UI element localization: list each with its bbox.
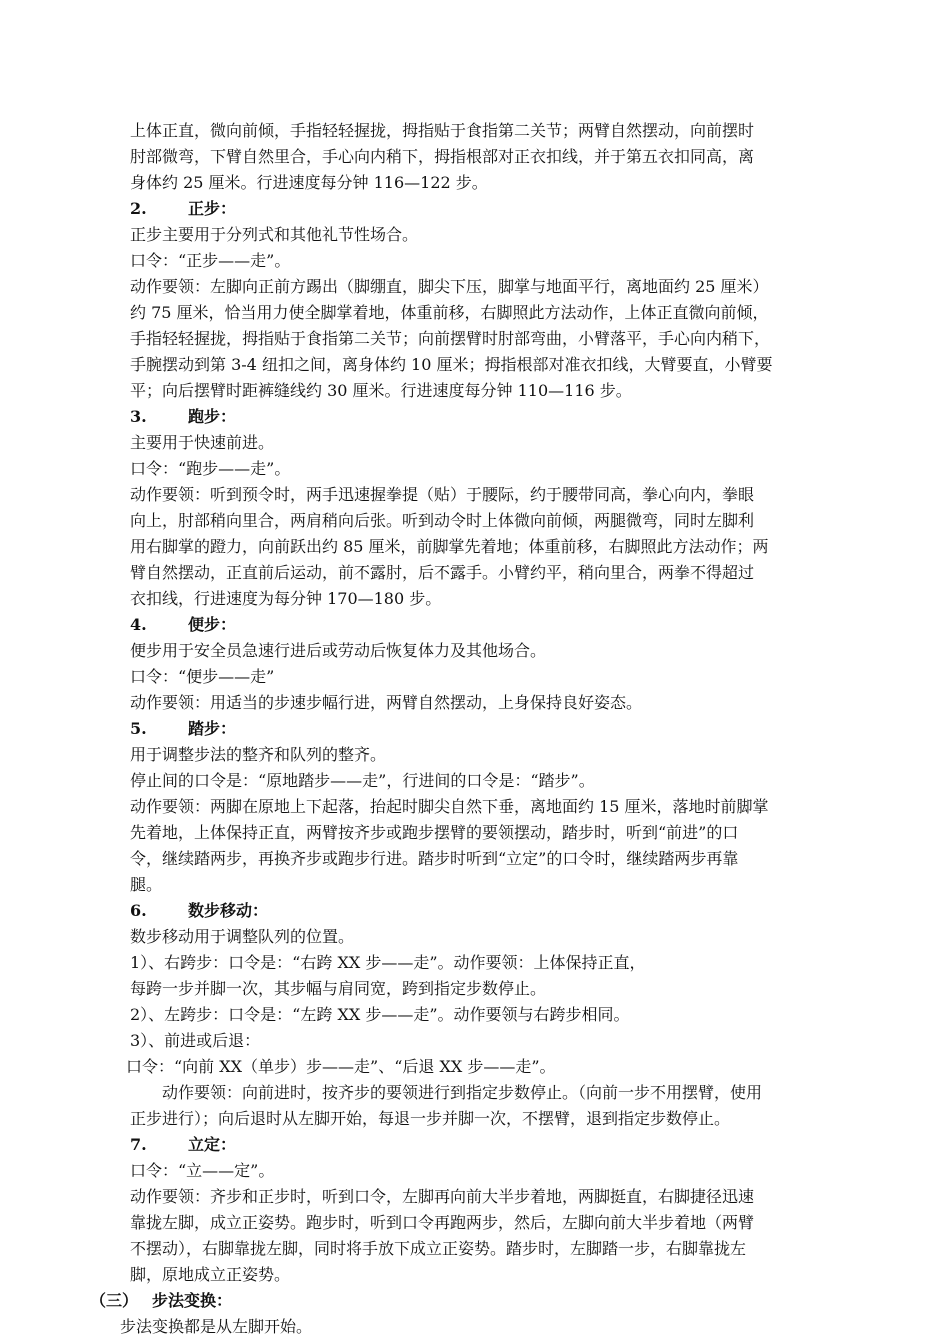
paragraph-line: 2）、左跨步：口令是：“左跨 XX 步——走”。动作要领与右跨步相同。 [130,1005,630,1024]
paragraph-line: 口令：“便步——走” [130,667,275,686]
paragraph-line: 步法变换都是从左脚开始。 [120,1317,313,1336]
section-heading-bufa-bianhuan [90,1288,232,1314]
section-number: （三） [90,1291,139,1310]
paragraph-line: 口令：“立——定”。 [130,1161,275,1180]
heading-number: 3. [130,407,147,426]
paragraph-line: 用右脚掌的蹬力，向前跃出约 85 厘米，前脚掌先着地；体重前移，右脚照此方法动作；两 [130,537,769,556]
paragraph-line: 口令：“跑步——走”。 [130,459,291,478]
heading-title: 跑步： [188,407,237,426]
paragraph-line: 令，继续踏两步，再换齐步或跑步行进。踏步时听到“立定”的口令时，继续踏两步再靠 [130,849,739,868]
paragraph-line: 手指轻轻握拢，拇指贴于食指第二关节；向前摆臂时肘部弯曲，小臂落平，手心向内稍下， [130,329,771,348]
paragraph-line: 手腕摆动到第 3-4 纽扣之间，离身体约 10 厘米；拇指根部对准衣扣线，大臂要直，小臂要 [130,355,773,374]
heading-zhengbu [130,196,236,222]
paragraph-line: 靠拢左脚，成立正姿势。跑步时，听到口令再跑两步，然后，左脚向前大半步着地（两臂 [130,1213,755,1232]
heading-title: 数步移动： [188,901,269,920]
heading-paobu [130,404,236,430]
paragraph-line: 正步进行）；向后退时从左脚开始，每退一步并脚一次，不摆臂，退到指定步数停止。 [130,1109,731,1128]
paragraph-line: 肘部微弯，下臂自然里合，手心向内稍下，拇指根部对正衣扣线，并于第五衣扣同高，离 [130,147,755,166]
heading-number: 4. [130,615,147,634]
paragraph-line: 动作要领：用适当的步速步幅行进，两臂自然摆动，上身保持良好姿态。 [130,693,643,712]
heading-number: 6. [130,901,147,920]
heading-title: 正步： [188,199,237,218]
paragraph-line: 不摆动），右脚靠拢左脚，同时将手放下成立正姿势。踏步时，左脚踏一步，右脚靠拢左 [130,1239,747,1258]
paragraph-line: 用于调整步法的整齐和队列的整齐。 [130,745,387,764]
paragraph-line: 每跨一步并脚一次，其步幅与肩同宽，跨到指定步数停止。 [130,979,547,998]
paragraph-line: 向上，肘部稍向里合，两肩稍向后张。听到动令时上体微向前倾，两腿微弯，同时左脚利 [130,511,755,530]
section-title: 步法变换： [152,1291,233,1310]
paragraph-line: 约 75 厘米，恰当用力使全脚掌着地，体重前移，右脚照此方法动作，上体正直微向前倾， [130,303,769,322]
paragraph-line: 动作要领：两脚在原地上下起落，抬起时脚尖自然下垂，离地面约 15 厘米，落地时前脚掌 [130,797,769,816]
heading-number: 7. [130,1135,147,1154]
paragraph-line: 上体正直，微向前倾，手指轻轻握拢，拇指贴于食指第二关节；两臂自然摆动，向前摆时 [130,121,755,140]
heading-number: 2. [130,199,147,218]
heading-title: 立定： [188,1135,237,1154]
paragraph-line: 臂自然摆动，正直前后运动，前不露肘，后不露手。小臂约平，稍向里合，两拳不得超过 [130,563,755,582]
heading-liding [130,1132,236,1158]
paragraph-line: 动作要领：向前进时，按齐步的要领进行到指定步数停止。（向前一步不用摆臂，使用 [162,1083,763,1102]
paragraph-line: 3）、前进或后退： [130,1031,261,1050]
paragraph-line: 停止间的口令是：“原地踏步——走”，行进间的口令是：“踏步”。 [130,771,595,790]
paragraph-line: 正步主要用于分列式和其他礼节性场合。 [130,225,419,244]
paragraph-line: 先着地，上体保持正直，两臂按齐步或跑步摆臂的要领摆动，踏步时，听到“前进”的口 [130,823,739,842]
paragraph-line: 口令：“向前 XX（单步）步——走”、“后退 XX 步——走”。 [126,1057,556,1076]
paragraph-line: 脚，原地成立正姿势。 [130,1265,291,1284]
paragraph-line: 动作要领：听到预令时，两手迅速握拳提（贴）于腰际，约于腰带同高，拳心向内，拳眼 [130,485,755,504]
paragraph-line: 便步用于安全员急速行进后或劳动后恢复体力及其他场合。 [130,641,547,660]
heading-bianbu [130,612,236,638]
paragraph-line: 平；向后摆臂时距裤缝线约 30 厘米。行进速度每分钟 110—116 步。 [130,381,632,400]
paragraph-line: 口令：“正步——走”。 [130,251,291,270]
heading-tabu [130,716,236,742]
heading-number: 5. [130,719,147,738]
paragraph-line: 动作要领：左脚向正前方踢出（脚绷直，脚尖下压，脚掌与地面平行，离地面约 25 厘米） [130,277,769,296]
paragraph-line: 身体约 25 厘米。行进速度每分钟 116—122 步。 [130,173,488,192]
heading-title: 踏步： [188,719,237,738]
paragraph-line: 腿。 [130,875,163,894]
paragraph-line: 动作要领：齐步和正步时，听到口令，左脚再向前大半步着地，两脚挺直，右脚捷径迅速 [130,1187,755,1206]
heading-shubu-yidong [130,898,268,924]
paragraph-line: 主要用于快速前进。 [130,433,275,452]
paragraph-line: 1）、右跨步：口令是：“右跨 XX 步——走”。动作要领：上体保持正直， [130,953,646,972]
heading-title: 便步： [188,615,237,634]
paragraph-line: 数步移动用于调整队列的位置。 [130,927,355,946]
paragraph-line: 衣扣线，行进速度为每分钟 170—180 步。 [130,589,442,608]
